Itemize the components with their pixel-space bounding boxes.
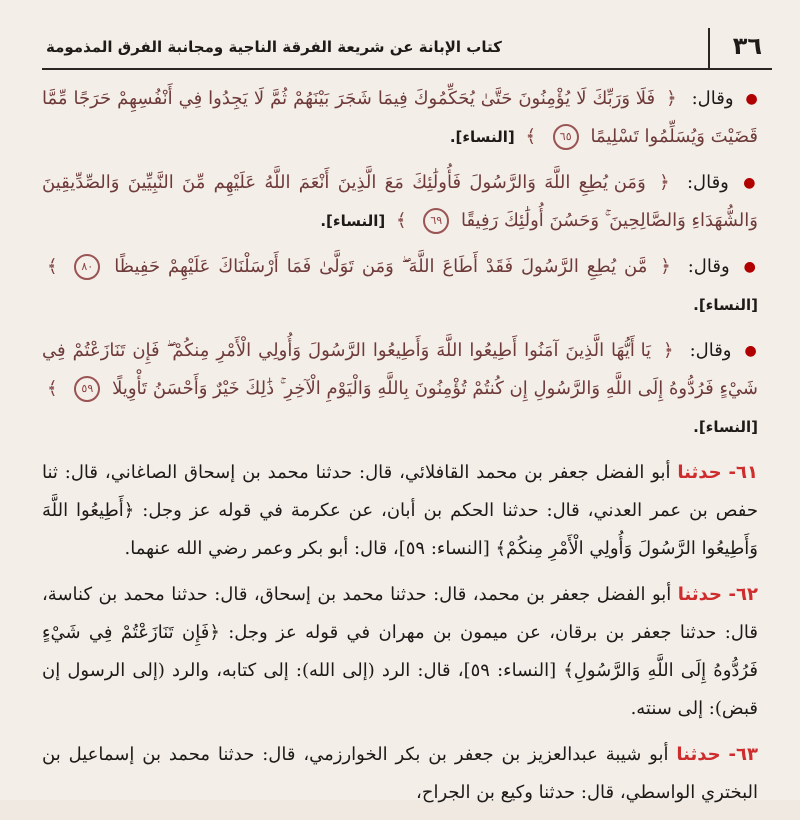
header-rule xyxy=(708,28,710,68)
block-lead: وقال: xyxy=(686,172,729,193)
hadith-block xyxy=(42,736,758,812)
verse-number: ٦٩ xyxy=(423,208,449,234)
ornament-bracket-open-icon: ﴿ xyxy=(660,256,671,277)
ornament-bracket-close-icon: ﴾ xyxy=(47,256,58,277)
hadith-number: ٦١- xyxy=(728,462,758,483)
bullet-icon: ● xyxy=(743,259,758,275)
ornament-bracket-open-icon: ﴿ xyxy=(659,172,670,193)
page-header xyxy=(42,26,772,70)
quran-block xyxy=(42,248,758,324)
hadith-block xyxy=(42,454,758,568)
surah-reference: [النساء]. xyxy=(320,212,386,230)
surah-reference: [النساء]. xyxy=(449,128,515,146)
quran-block xyxy=(42,80,758,156)
quran-text: فَلَا وَرَبِّكَ لَا يُؤْمِنُونَ حَتَّىٰ يُحَكِّمُوكَ فِيمَا شَجَرَ بَيْنَهُمْ ثُمَّ لَا يَجِدُوا فِي أَنْفُسِهِمْ حَرَجًا مِّمَّا قَضَيْتَ وَيُسَلِّمُوا تَسْلِيمًا xyxy=(42,88,758,147)
verse-number: ٦٥ xyxy=(553,124,579,150)
page-content xyxy=(42,80,758,820)
hadith-number: ٦٢- xyxy=(728,584,758,605)
surah-reference: [النساء]. xyxy=(693,296,758,314)
ornament-bracket-close-icon: ﴾ xyxy=(525,126,536,147)
hadith-block xyxy=(42,576,758,728)
bullet-icon: ● xyxy=(744,343,758,359)
ornament-bracket-open-icon: ﴿ xyxy=(663,340,674,361)
quran-text: مَّن يُطِعِ الرَّسُولَ فَقَدْ أَطَاعَ اللَّهَ ۖ وَمَن تَوَلَّىٰ فَمَا أَرْسَلْنَاكَ عَلَيْهِمْ حَفِيظًا xyxy=(114,256,648,277)
hadith-text: أبو الفضل جعفر بن محمد القافلائي، قال: حدثنا محمد بن إسحاق الصاغاني، قال: ثنا حفص بن عمر العدني، قال: حدثنا الحكم بن أبان، عن عكرمة في قوله عز وجل: ﴿أَطِيعُوا اللَّهَ وَأَطِيعُوا الرَّسُولَ وَأُولِي الْأَمْرِ مِنكُمْ﴾ [النساء: ٥٩]، قال: أبو بكر وعمر رضي الله عنهما. xyxy=(42,462,758,559)
page-number: ٣٦ xyxy=(732,32,762,60)
bullet-icon: ● xyxy=(745,91,758,107)
quran-text: يَا أَيُّهَا الَّذِينَ آمَنُوا أَطِيعُوا اللَّهَ وَأَطِيعُوا الرَّسُولَ وَأُولِي الْأَمْرِ مِنكُمْ ۖ فَإِن تَنَازَعْتُمْ فِي شَيْءٍ فَرُدُّوهُ إِلَى اللَّهِ وَالرَّسُولِ إِن كُنتُمْ تُؤْمِنُونَ بِاللَّهِ وَالْيَوْمِ الْآخِرِ ۚ ذَٰلِكَ خَيْرٌ وَأَحْسَنُ تَأْوِيلًا xyxy=(42,340,758,399)
running-title: كتاب الإبانة عن شريعة الفرقة الناجية ومجانبة الفرق المذمومة xyxy=(46,38,502,56)
ornament-bracket-open-icon: ﴿ xyxy=(666,88,677,109)
quran-text: وَمَن يُطِعِ اللَّهَ وَالرَّسُولَ فَأُولَٰئِكَ مَعَ الَّذِينَ أَنْعَمَ اللَّهُ عَلَيْهِم مِّنَ النَّبِيِّينَ وَالصِّدِّيقِينَ وَالشُّهَدَاءِ وَالصَّالِحِينَ ۚ وَحَسُنَ أُولَٰئِكَ رَفِيقًا xyxy=(42,172,758,231)
hadith-verb: حدثنا xyxy=(676,744,721,765)
bullet-icon: ● xyxy=(743,175,758,191)
hadith-number: ٦٣- xyxy=(728,744,758,765)
hadith-text: أبو الفضل جعفر بن محمد، قال: حدثنا محمد بن إسحاق، قال: حدثنا محمد بن كناسة، قال: حدثنا جعفر بن برقان، عن ميمون بن مهران في قوله عز وجل: ﴿فَإِن تَنَازَعْتُمْ فِي شَيْءٍ فَرُدُّوهُ إِلَى اللَّهِ وَالرَّسُولِ﴾ [النساء: ٥٩]، قال: الرد (إلى الله): إلى كتابه، والرد (إلى الرسول إن قبض): إلى سنته. xyxy=(42,584,758,719)
ornament-bracket-close-icon: ﴾ xyxy=(395,210,407,231)
hadith-verb: حدثنا xyxy=(677,584,723,605)
block-lead: وقال: xyxy=(689,340,732,361)
surah-reference: [النساء]. xyxy=(693,418,758,436)
block-lead: وقال: xyxy=(687,256,730,277)
ornament-bracket-close-icon: ﴾ xyxy=(47,378,58,399)
verse-number: ٨٠ xyxy=(74,254,100,280)
quran-block xyxy=(42,332,758,446)
block-lead: وقال: xyxy=(691,88,734,109)
hadith-verb: حدثنا xyxy=(677,462,722,483)
verse-number: ٥٩ xyxy=(74,376,100,402)
hadith-text: أبو شيبة عبدالعزيز بن جعفر بن بكر الخوارزمي، قال: حدثنا محمد بن إسماعيل بن البختري الواسطي، قال: حدثنا وكيع بن الجراح، xyxy=(42,744,758,803)
quran-block xyxy=(42,164,758,240)
